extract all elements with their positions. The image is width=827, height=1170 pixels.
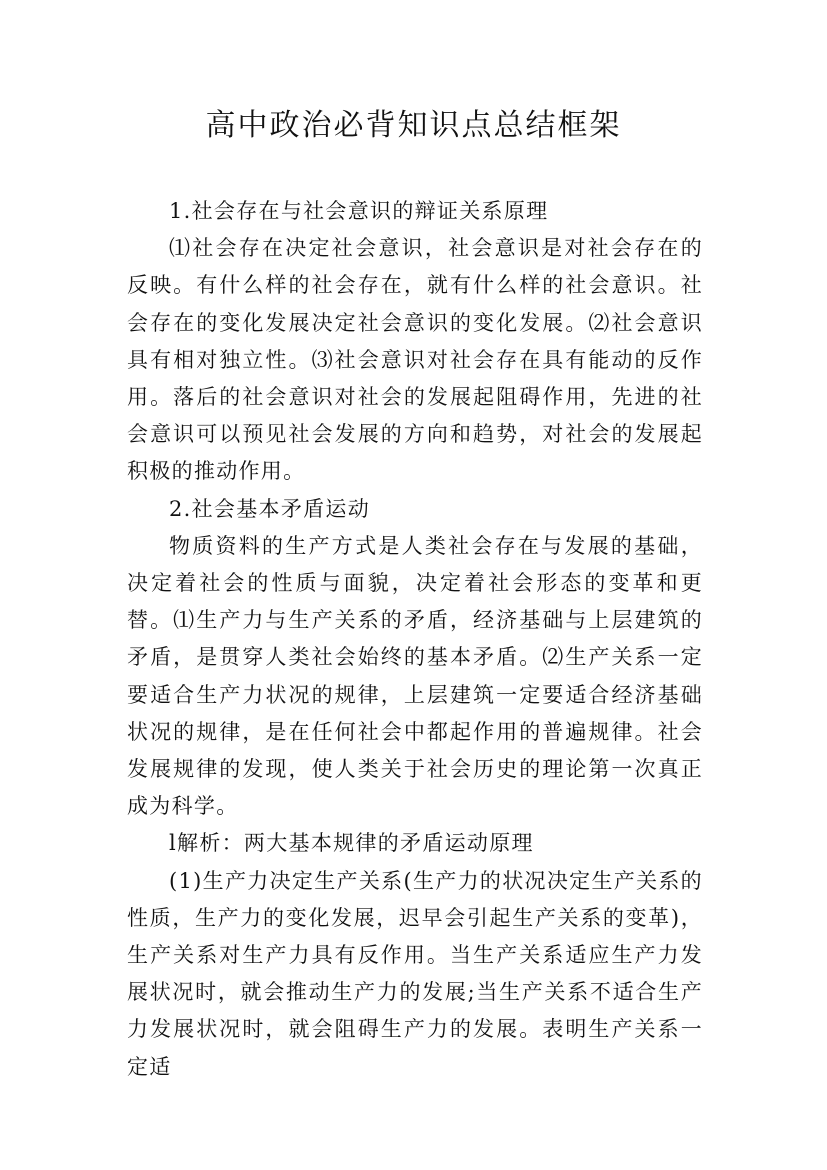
body-paragraph: ⑴社会存在决定社会意识，社会意识是对社会存在的反映。有什么样的社会存在，就有什么样的社会意识。社会存在的变化发展决定社会意识的变化发展。⑵社会意识具有相对独立性。⑶社会意识对社会存在具有能动的反作用。落后的社会意识对社会的发展起阻碍作用，先进的社会意识可以预见社会发展的方向和趋势，对社会的发展起积极的推动作用。 <box>127 236 703 484</box>
document-title: 高中政治必背知识点总结框架 <box>205 108 622 143</box>
section-heading: 2.社会基本矛盾运动 <box>169 496 371 521</box>
body-paragraph: (1)生产力决定生产关系(生产力的状况决定生产关系的性质，生产力的变化发展，迟早会引起生产关系的变革)，生产关系对生产力具有反作用。当生产关系适应生产力发展状况时，就会推动生产力的发展;当生产关系不适合生产力发展状况时，就会阻碍生产力的发展。表明生产关系一定适 <box>127 868 703 1079</box>
document-body <box>127 193 703 1086</box>
section-heading: l解析：两大基本规律的矛盾运动原理 <box>169 831 534 856</box>
body-paragraph: 物质资料的生产方式是人类社会存在与发展的基础，决定着社会的性质与面貌，决定着社会形态的变革和更替。⑴生产力与生产关系的矛盾，经济基础与上层建筑的矛盾，是贯穿人类社会始终的基本矛盾。⑵生产关系一定要适合生产力状况的规律，上层建筑一定要适合经济基础状况的规律，是在任何社会中都起作用的普遍规律。社会发展规律的发现，使人类关于社会历史的理论第一次真正成为科学。 <box>127 533 703 819</box>
section-heading: 1.社会存在与社会意识的辩证关系原理 <box>169 199 549 223</box>
